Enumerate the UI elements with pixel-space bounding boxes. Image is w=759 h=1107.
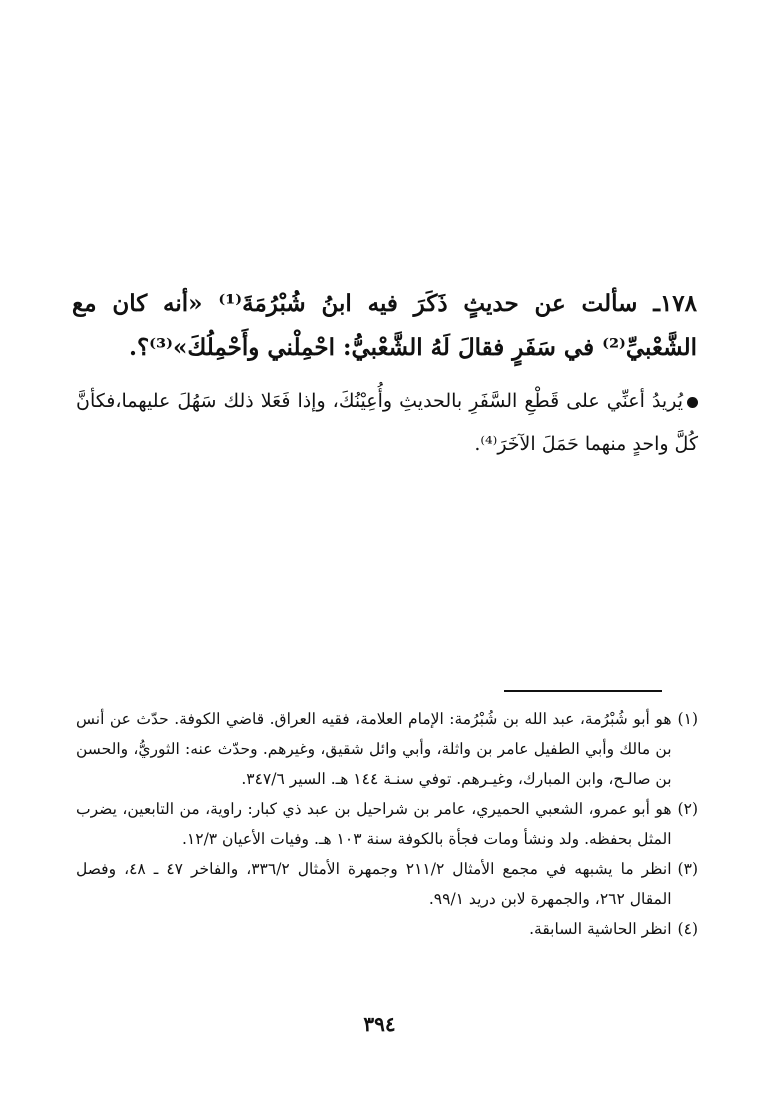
footnote-number: (٤) <box>677 920 698 938</box>
footnotes <box>76 704 698 944</box>
bullet-icon <box>687 397 698 408</box>
entry-178 <box>72 282 697 370</box>
footnote-text: انظر الحاشية السابقة. <box>529 920 672 938</box>
commentary <box>76 380 698 466</box>
footnote-2 <box>76 794 698 854</box>
commentary-text: يُريدُ أعنِّي على قَطْعِ السَّفَرِ بالحديثِ وأُعِيْنُكَ، وإذا فَعَلا ذلك سَهُلَ عليهما،فكأنَّ كُلَّ واحدٍ منهما حَمَلَ الآخَرَ⁽⁴⁾. <box>76 390 698 455</box>
footnote-separator <box>504 690 662 692</box>
footnote-4 <box>76 914 698 944</box>
entry-text: ـ سألت عن حديثٍ ذَكَرَ فيه ابنُ شُبْرُمَةَ⁽¹⁾ «أنه كان مع الشَّعْبيِّ⁽²⁾ في سَفَرٍ فقالَ لَهُ الشَّعْبيُّ: احْمِلْني وأَحْمِلُكَ»⁽³⁾؟. <box>72 290 697 361</box>
footnote-3 <box>76 854 698 914</box>
entry-number: ١٧٨ <box>659 290 697 317</box>
page-number: ٣٩٤ <box>363 1012 396 1036</box>
footnote-text: هو أبو عمرو، الشعبي الحميري، عامر بن شراحيل بن عبد ذي كبار: راوية، من التابعين، يضرب المثل بحفظه. ولد ونشأ ومات فجأة بالكوفة سنة ١٠٣ هـ. وفيات الأعيان ١٢/٣. <box>76 800 672 848</box>
footnote-number: (١) <box>677 710 698 728</box>
footnote-1 <box>76 704 698 794</box>
footnote-text: هو أبو شُبْرُمة، عبد الله بن شُبْرُمة: الإمام العلامة، فقيه العراق. قاضي الكوفة. حدّث عن أنس بن مالك وأبي الطفيل عامر بن واثلة، وأبي وائل شقيق، وغيرهم. وحدّث عنه: الثوريُّ، والحسن بن صالـح، وابن المبارك، وغيـرهم. توفي سنـة ١٤٤ هـ. السير ٣٤٧/٦. <box>76 710 672 788</box>
footnote-text: انظر ما يشبهه في مجمع الأمثال ٢١١/٢ وجمهرة الأمثال ٣٣٦/٢، والفاخر ٤٧ ـ ٤٨، وفصل المقال ٢٦٢، والجمهرة لابن دريد ٩٩/١. <box>76 860 672 908</box>
footnote-number: (٣) <box>677 860 698 878</box>
footnote-number: (٢) <box>677 800 698 818</box>
